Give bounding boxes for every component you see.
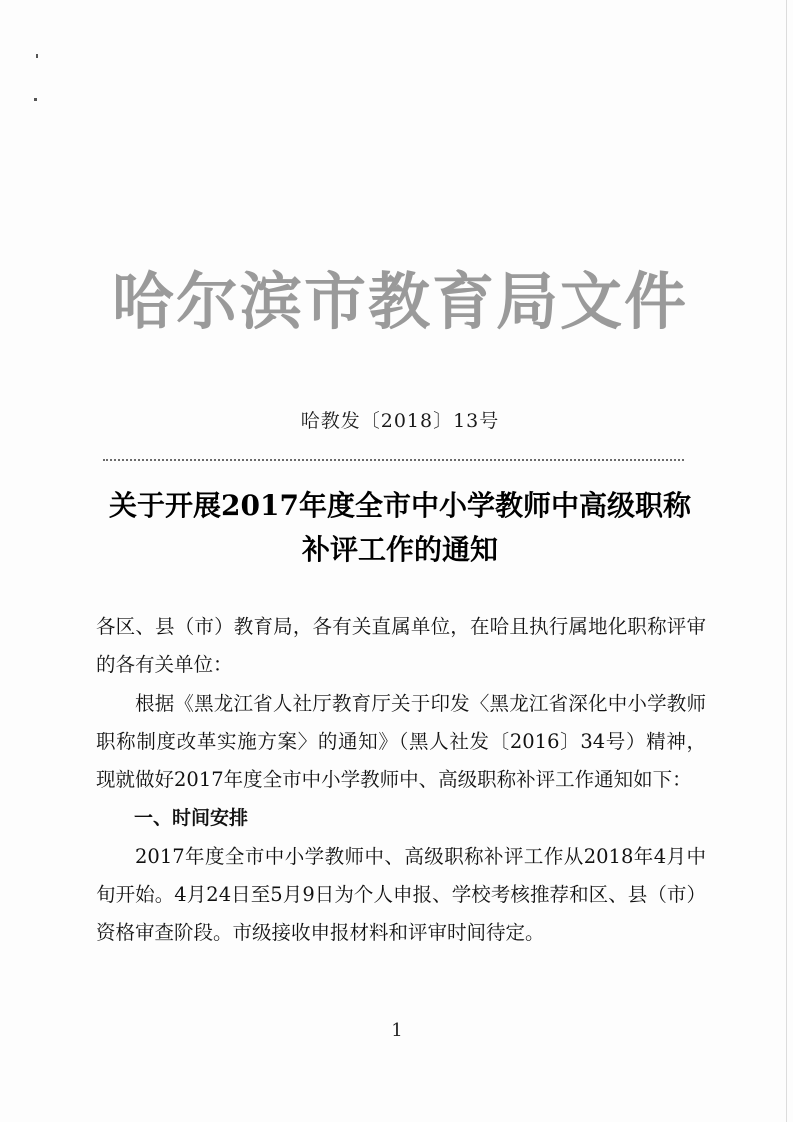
document-number: 哈教发〔2018〕13号 — [300, 410, 500, 432]
header-divider — [103, 459, 684, 461]
addressee-paragraph: 各区、县（市）教育局，各有关直属单位，在哈且执行属地化职称评审的各有关单位： — [96, 615, 706, 677]
scan-speck — [36, 54, 38, 58]
section-heading: 一、时间安排 — [134, 807, 249, 830]
issuing-authority-header: 哈尔滨市教育局文件 — [111, 265, 688, 338]
body-paragraph: 根据《黑龙江省人社厅教育厅关于印发〈黑龙江省深化中小学教师职称制度改革实施方案〉的通知》（黑人社发〔2016〕34号）精神，现就做好2017年度全市中小学教师中、高级职称补评工作通知如下： — [96, 691, 706, 792]
scan-edge — [786, 0, 787, 1122]
document-title-line1: 关于开展2017年度全市中小学教师中高级职称 — [109, 489, 691, 522]
page-number: 1 — [391, 1020, 403, 1041]
document-title-line2: 补评工作的通知 — [301, 533, 498, 566]
document-title — [95, 484, 705, 572]
scan-speck — [34, 98, 37, 101]
body-paragraph: 2017年度全市中小学教师中、高级职称补评工作从2018年4月中旬开始。4月24日至5月9日为个人申报、学校考核推荐和区、县（市）资格审查阶段。市级接收申报材料和评审时间待定。 — [96, 844, 706, 945]
document-body — [96, 608, 706, 953]
